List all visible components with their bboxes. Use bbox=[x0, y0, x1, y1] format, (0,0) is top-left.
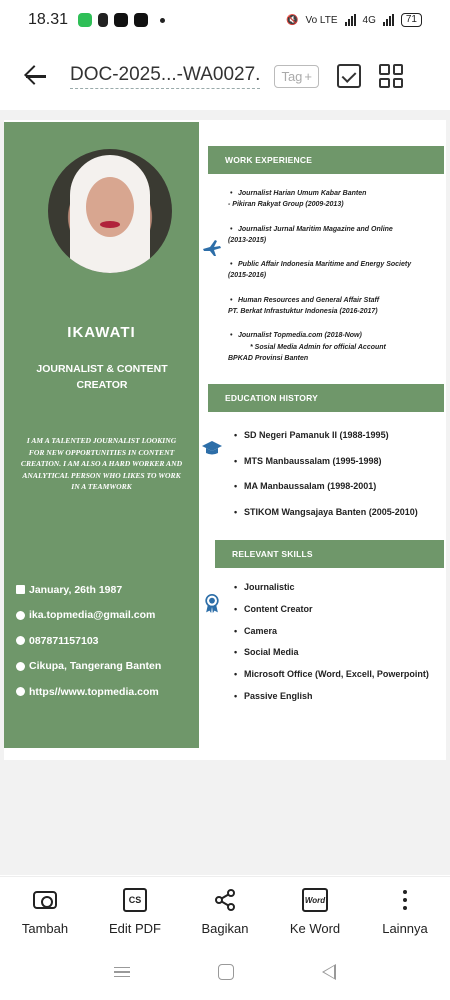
globe-icon bbox=[16, 687, 25, 696]
contact-website: https//www.topmedia.com bbox=[16, 679, 196, 705]
list-item: • Social Media bbox=[232, 647, 446, 669]
location-icon bbox=[16, 662, 25, 671]
contact-phone: 087871157103 bbox=[16, 628, 196, 654]
back-arrow-icon[interactable] bbox=[22, 62, 50, 90]
profile-photo bbox=[48, 149, 172, 273]
nav-back-icon[interactable] bbox=[322, 964, 336, 980]
mute-icon: 🔇 bbox=[286, 14, 299, 26]
grid-view-icon[interactable] bbox=[379, 64, 403, 88]
bottom-toolbar bbox=[0, 876, 450, 946]
award-medal-icon bbox=[202, 594, 222, 614]
document-header bbox=[0, 50, 450, 102]
camera-add-icon bbox=[31, 887, 59, 913]
bagikan-button[interactable] bbox=[185, 887, 265, 936]
lainnya-button[interactable] bbox=[365, 887, 445, 936]
bagikan-label: Bagikan bbox=[201, 921, 249, 936]
wallet-icon bbox=[134, 13, 148, 27]
email-icon bbox=[16, 611, 25, 620]
list-item: • Journalist Jurnal Maritim Magazine and Online (2013-2015) bbox=[228, 224, 444, 247]
list-item: • Camera bbox=[232, 626, 446, 648]
cs-icon: CS bbox=[121, 887, 149, 913]
contact-birthdate: January, 26th 1987 bbox=[16, 577, 196, 603]
list-item: • MA Manbaussalam (1998-2001) bbox=[232, 481, 446, 507]
work-experience-list bbox=[228, 188, 444, 377]
status-bar bbox=[0, 0, 450, 40]
list-item: • Journalist Harian Umum Kabar Banten - Pikiran Rakyat Group (2009-2013) bbox=[228, 188, 444, 211]
contact-email: ika.topmedia@gmail.com bbox=[16, 603, 196, 629]
status-indicators bbox=[286, 13, 422, 27]
tambah-button[interactable] bbox=[5, 887, 85, 936]
skills-heading: RELEVANT SKILLS bbox=[215, 540, 444, 568]
status-time: 18.31 bbox=[28, 11, 69, 28]
plus-icon: + bbox=[304, 68, 312, 84]
list-item: • Passive English bbox=[232, 691, 446, 713]
battery-level: 71 bbox=[405, 14, 417, 25]
tambah-label: Tambah bbox=[21, 921, 69, 936]
list-item: • Journalist Topmedia.com (2018-Now) * Sosial Media Admin for official Account BPKAD Provinsi Banten bbox=[228, 330, 444, 364]
ke-word-button[interactable] bbox=[275, 887, 355, 936]
edit-pdf-label: Edit PDF bbox=[108, 921, 161, 936]
document-title[interactable]: DOC-2025...-WA0027. bbox=[70, 64, 260, 89]
select-checkbox-icon[interactable] bbox=[337, 64, 361, 88]
word-icon: Word bbox=[301, 887, 329, 913]
resume-left-column bbox=[4, 122, 199, 748]
contact-location: Cikupa, Tangerang Banten bbox=[16, 654, 196, 680]
list-item: • SD Negeri Pamanuk II (1988-1995) bbox=[232, 430, 446, 456]
tokopedia-icon bbox=[114, 13, 128, 27]
tag-button[interactable] bbox=[274, 65, 319, 88]
list-item: • Microsoft Office (Word, Excell, Powerpoint) bbox=[232, 669, 446, 691]
calendar-icon bbox=[16, 585, 25, 594]
ke-word-label: Ke Word bbox=[289, 921, 341, 936]
skills-list bbox=[232, 582, 446, 713]
document-page[interactable] bbox=[4, 120, 446, 760]
list-item: • MTS Manbaussalam (1995-1998) bbox=[232, 456, 446, 482]
list-item: • Content Creator bbox=[232, 604, 446, 626]
education-list bbox=[232, 430, 446, 532]
tag-label: Tag bbox=[281, 68, 303, 84]
list-item: • Public Affair Indonesia Maritime and Energy Society (2015-2016) bbox=[228, 259, 444, 282]
lainnya-label: Lainnya bbox=[382, 921, 428, 936]
graduation-cap-icon bbox=[202, 438, 222, 458]
more-vertical-icon bbox=[391, 887, 419, 913]
list-item: • STIKOM Wangsajaya Banten (2005-2010) bbox=[232, 507, 446, 533]
contact-list bbox=[16, 577, 196, 705]
resume-summary: I AM A TALENTED JOURNALIST LOOKING FOR NEW OPPORTUNITIES IN CONTENT CREATION. I AM ALSO A HARD WORKER AND ANALYTICAL PERSON WHO LIKES TO WORK IN A TEAMWORK bbox=[20, 436, 183, 492]
education-heading: EDUCATION HISTORY bbox=[208, 384, 444, 412]
edit-pdf-button[interactable] bbox=[95, 887, 175, 936]
share-icon bbox=[211, 887, 239, 913]
volte-label: Vo LTE bbox=[305, 14, 338, 26]
resume-role: JOURNALIST & CONTENT CREATOR bbox=[36, 363, 168, 391]
more-notifications-icon bbox=[160, 18, 165, 23]
home-icon[interactable] bbox=[218, 964, 234, 980]
resume-name: IKAWATI bbox=[67, 324, 136, 341]
network-label: 4G bbox=[362, 14, 376, 26]
list-item: • Journalistic bbox=[232, 582, 446, 604]
status-notification-icons bbox=[78, 13, 165, 27]
system-nav-bar bbox=[0, 956, 450, 988]
whatsapp-icon bbox=[78, 13, 92, 27]
facebook-icon bbox=[98, 13, 108, 27]
signal-icon bbox=[345, 14, 356, 26]
phone-icon bbox=[16, 636, 25, 645]
recent-apps-icon[interactable] bbox=[114, 967, 130, 978]
battery-icon bbox=[401, 13, 422, 27]
document-viewer[interactable] bbox=[0, 110, 450, 875]
airplane-icon bbox=[202, 238, 222, 258]
list-item: • Human Resources and General Affair Staff PT. Berkat Infrastuktur Indonesia (2016-2017) bbox=[228, 295, 444, 318]
signal-2-icon bbox=[383, 14, 394, 26]
work-experience-heading: WORK EXPERIENCE bbox=[208, 146, 444, 174]
